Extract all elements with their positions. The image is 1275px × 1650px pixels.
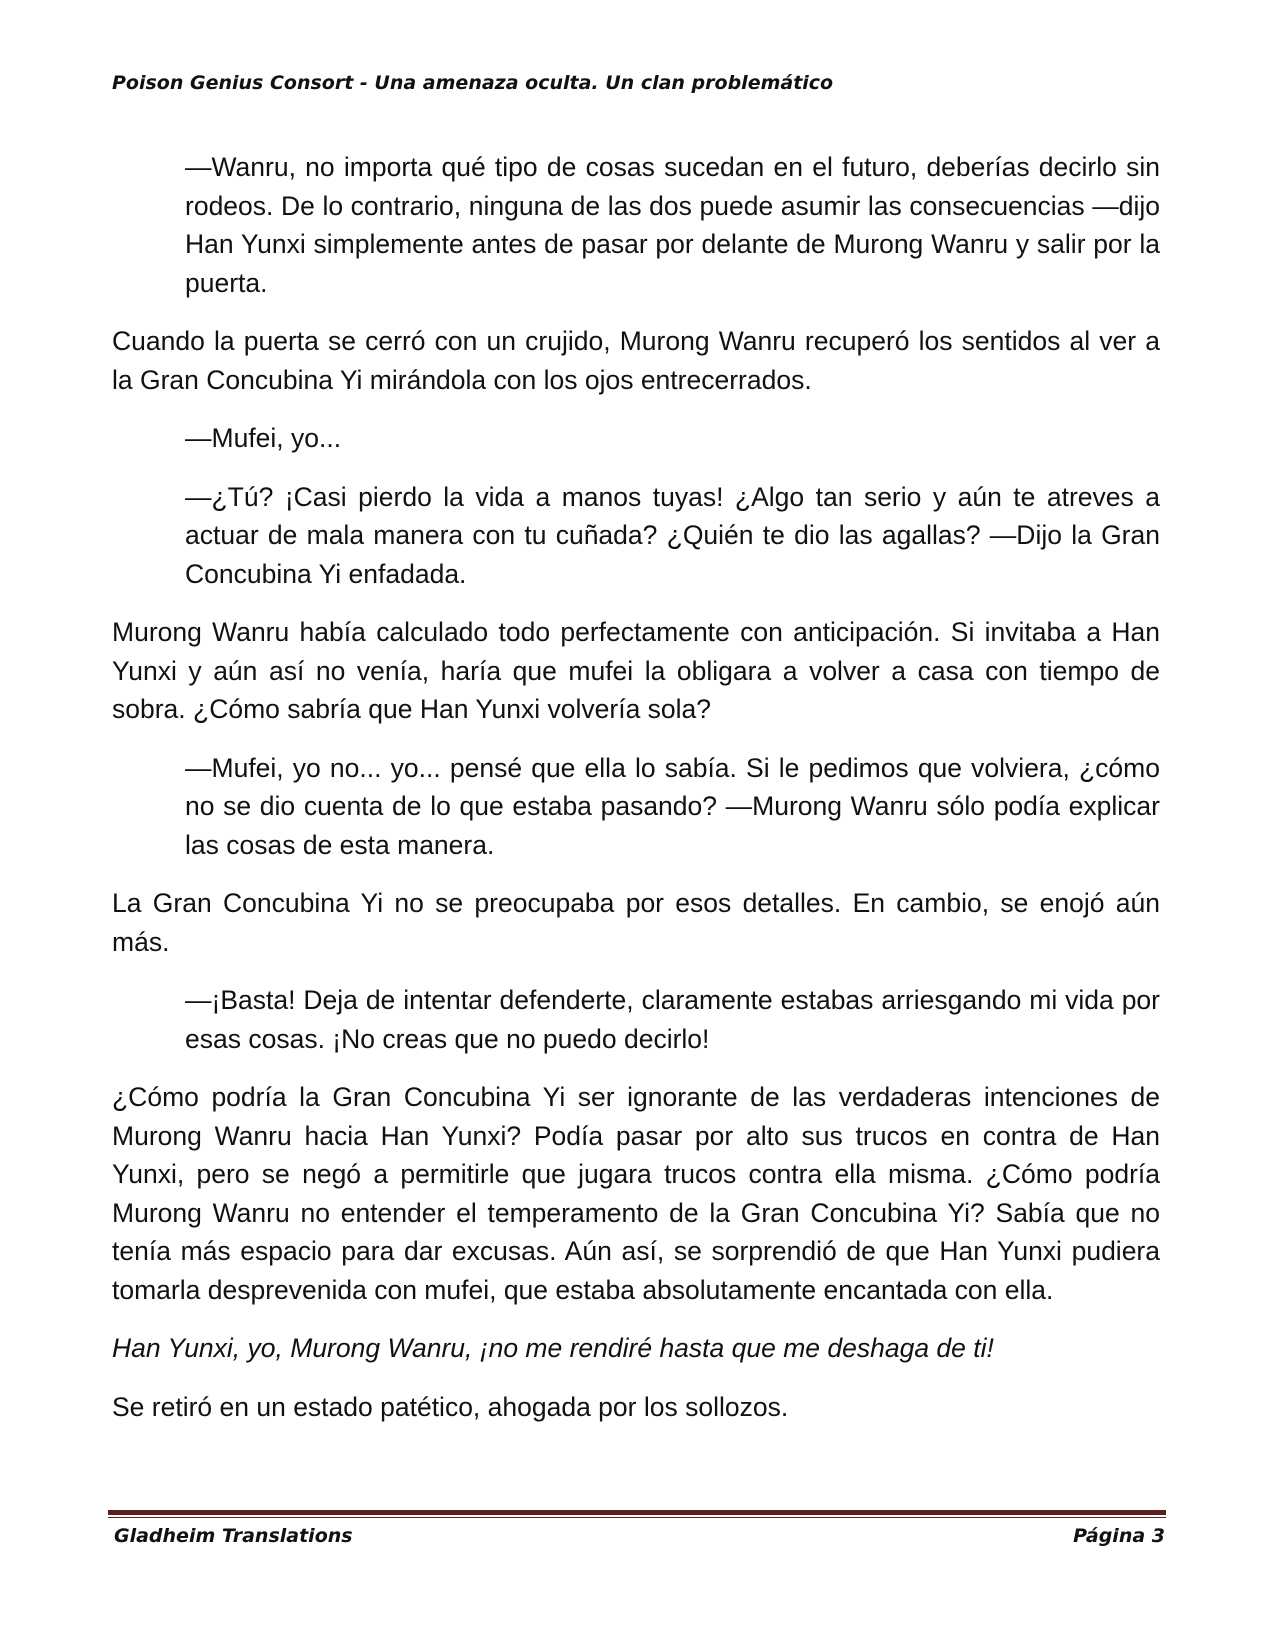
dialog-paragraph: —¡Basta! Deja de intentar defenderte, claramente estabas arriesgando mi vida por esas cosas. ¡No creas que no puedo decirlo! (185, 985, 1160, 1054)
running-header: Poison Genius Consort - Una amenaza oculta. Un clan problemático (112, 72, 834, 94)
footer-divider-thin (108, 1517, 1166, 1518)
narration-paragraph: Murong Wanru había calculado todo perfectamente con anticipación. Si invitaba a Han Yunxi y aún así no venía, haría que mufei la obligara a volver a casa con tiempo de sobra. ¿Cómo sabría que Han Yunxi volvería sola? (112, 617, 1160, 724)
footer-page-number: Página 3 (1073, 1525, 1165, 1547)
narration-paragraph: Se retiró en un estado patético, ahogada por los sollozos. (112, 1391, 789, 1422)
dialog-paragraph: —Wanru, no importa qué tipo de cosas sucedan en el futuro, deberías decirlo sin rodeos. De lo contrario, ninguna de las dos puede asumir las consecuencias —dijo Han Yunxi simplemente antes de pasar por delante de Murong Wanru y salir por la puerta. (185, 152, 1160, 298)
dialog-paragraph: —Mufei, yo no... yo... pensé que ella lo sabía. Si le pedimos que volviera, ¿cómo no se dio cuenta de lo que estaba pasando? —Murong Wanru sólo podía explicar las cosas de esta manera. (185, 752, 1160, 860)
page-body (112, 148, 1160, 1446)
narration-paragraph: Cuando la puerta se cerró con un crujido, Murong Wanru recuperó los sentidos al ver a la Gran Concubina Yi mirándola con los ojos entrecerrados. (112, 326, 1160, 395)
footer-translator: Gladheim Translations (114, 1525, 353, 1547)
footer-divider (108, 1510, 1166, 1518)
narration-paragraph: ¿Cómo podría la Gran Concubina Yi ser ignorante de las verdaderas intenciones de Murong Wanru hacia Han Yunxi? Podía pasar por alto sus trucos en contra de Han Yunxi, pero se negó a permitirle que jugara trucos contra ella misma. ¿Cómo podría Murong Wanru no entender el temperamento de la Gran Concubina Yi? Sabía que no tenía más espacio para dar excusas. Aún así, se sorprendió de que Han Yunxi pudiera tomarla desprevenida con mufei, que estaba absolutamente encantada con ella. (112, 1082, 1160, 1305)
narration-paragraph: La Gran Concubina Yi no se preocupaba por esos detalles. En cambio, se enojó aún más. (112, 888, 1160, 957)
dialog-paragraph: —Mufei, yo... (185, 423, 342, 453)
thought-paragraph: Han Yunxi, yo, Murong Wanru, ¡no me rendiré hasta que me deshaga de ti! (112, 1333, 994, 1363)
dialog-paragraph: —¿Tú? ¡Casi pierdo la vida a manos tuyas! ¿Algo tan serio y aún te atreves a actuar de mala manera con tu cuñada? ¿Quién te dio las agallas? —Dijo la Gran Concubina Yi enfadada. (185, 481, 1160, 589)
footer-divider-thick (108, 1510, 1166, 1515)
